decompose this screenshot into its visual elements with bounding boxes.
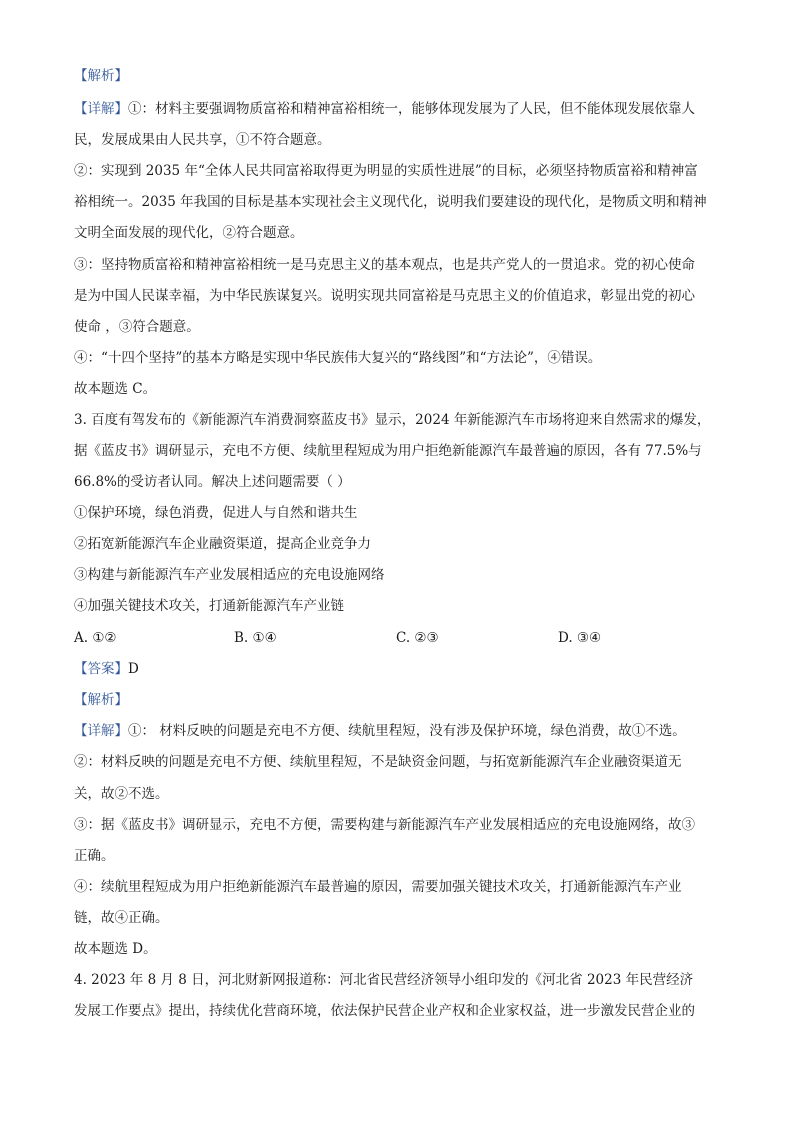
q3-option-a: A. ①② — [74, 630, 117, 646]
q3-item: ④加强关键技术攻关，打通新能源汽车产业链 — [74, 598, 344, 614]
q2-conclusion: 故本题选 C。 — [74, 381, 157, 397]
q3-text-line: ④：续航里程短成为用户拒绝新能源汽车最普遍的原因，需要加强关键技术攻关，打通新能源汽车产业 — [74, 879, 682, 895]
q2-text-line: 裕相统一。2035 年我国的目标是基本实现社会主义现代化，说明我们要建设的现代化，是物质文明和精神 — [74, 194, 707, 210]
q3-text-line: 关，故②不选。 — [74, 786, 169, 802]
q3-conclusion: 故本题选 D。 — [74, 941, 157, 957]
q3-text-line: 链，故④正确。 — [74, 910, 169, 926]
q3-stem-line: 66.8%的受访者认同。解决上述问题需要（ ） — [74, 474, 351, 490]
q3-detail-label: 【详解】 — [74, 723, 128, 739]
q2-text-line: ①：材料主要强调物质富裕和精神富裕相统一，能够体现发展为了人民，但不能体现发展依靠人 — [128, 101, 695, 117]
q3-answer-line — [74, 660, 139, 678]
q3-text-line: ①： 材料反映的问题是充电不方便、续航里程短，没有涉及保护环境，绿色消费，故①不选。 — [128, 723, 686, 739]
q3-text-line: ②：材料反映的问题是充电不方便、续航里程短，不是缺资金问题，与拓宽新能源汽车企业融资渠道无 — [74, 754, 682, 770]
q2-text-line: ②：实现到 2035 年“全体人民共同富裕取得更为明显的实质性进展”的目标，必须坚持物质富裕和精神富 — [74, 163, 698, 179]
q2-text-line: 使命 ，③符合题意。 — [74, 319, 200, 335]
q2-text-line: 是为中国人民谋幸福，为中华民族谋复兴。说明实现共同富裕是马克思主义的价值追求，彰显出党的初心 — [74, 288, 695, 304]
q2-detail-label: 【详解】 — [74, 101, 128, 117]
q2-text-line: 民，发展成果由人民共享，①不符合题意。 — [74, 132, 331, 148]
q3-option-c: C. ②③ — [396, 630, 439, 646]
q3-stem-line: 3. 百度有驾发布的《新能源汽车消费洞察蓝皮书》显示，2024 年新能源汽车市场将迎来自然需求的爆发， — [74, 412, 711, 428]
q3-item: ②拓宽新能源汽车企业融资渠道，提高企业竞争力 — [74, 536, 371, 552]
q2-text-line: ④：“十四个坚持”的基本方略是实现中华民族伟大复兴的“路线图”和“方法论”，④错误。 — [74, 350, 602, 366]
q2-text-line: ③：坚持物质富裕和精神富裕相统一是马克思主义的基本观点，也是共产党人的一贯追求。党的初心使命 — [74, 257, 695, 273]
q2-analysis-label: 【解析】 — [74, 68, 128, 84]
q3-item: ③构建与新能源汽车产业发展相适应的充电设施网络 — [74, 567, 385, 583]
q3-option-b: B. ①④ — [234, 630, 277, 646]
q2-detail-line — [74, 100, 695, 118]
q3-detail-line — [74, 722, 686, 740]
q2-text-line: 文明全面发展的现代化，②符合题意。 — [74, 225, 304, 241]
q3-analysis-label: 【解析】 — [74, 692, 128, 708]
q3-text-line: 正确。 — [74, 848, 115, 864]
q3-answer-label: 【答案】 — [74, 661, 128, 677]
q3-option-d: D. ③④ — [558, 630, 602, 646]
q4-stem-line: 4. 2023 年 8 月 8 日，河北财新网报道称：河北省民营经济领导小组印发的《河北省 2023 年民营经济 — [74, 972, 694, 988]
q3-stem-line: 据《蓝皮书》调研显示，充电不方便、续航里程短成为用户拒绝新能源汽车最普遍的原因，各有 77.5%与 — [74, 443, 702, 459]
q3-item: ①保护环境，绿色消费，促进人与自然和谐共生 — [74, 505, 358, 521]
q3-text-line: ③：据《蓝皮书》调研显示，充电不方便，需要构建与新能源汽车产业发展相适应的充电设施网络，故③ — [74, 817, 695, 833]
q4-stem-line: 发展工作要点》提出，持续优化营商环境，依法保护民营企业产权和企业家权益，进一步激发民营企业的 — [74, 1003, 695, 1019]
q3-answer-value: D — [128, 661, 139, 677]
